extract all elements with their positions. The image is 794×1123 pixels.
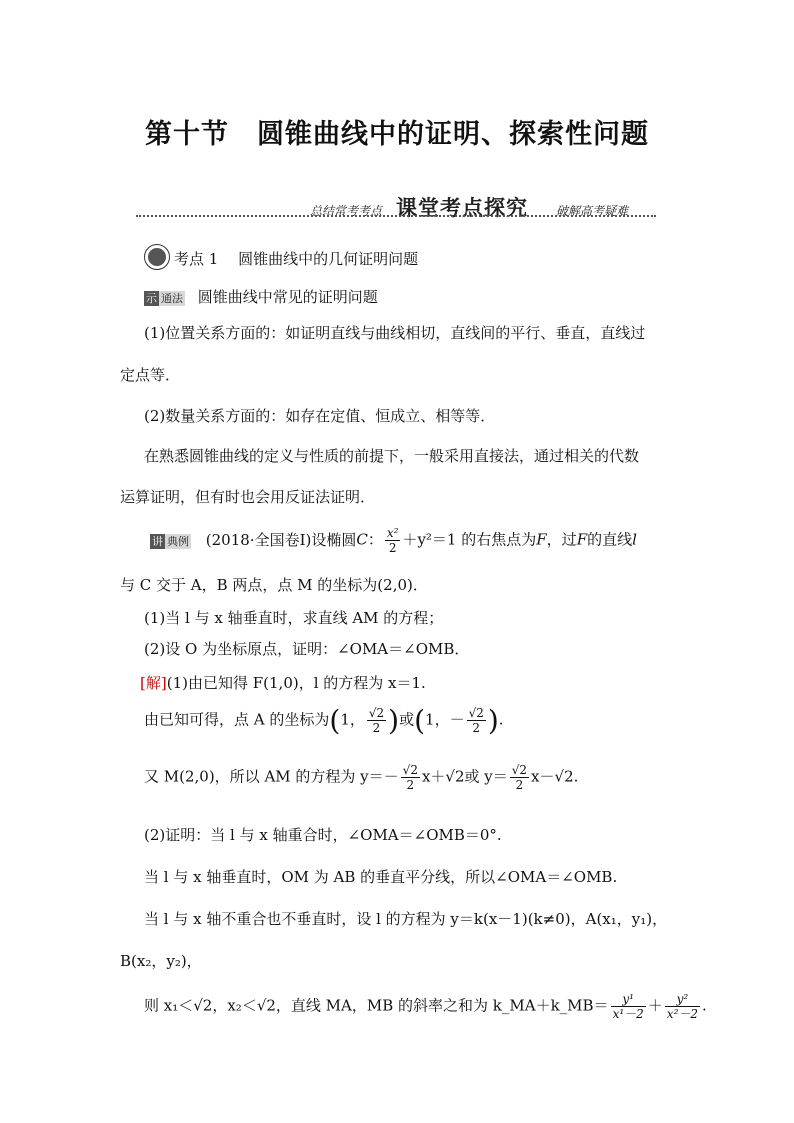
topic-text: 圆锥曲线中的几何证明问题 [238,250,419,268]
example-tag-light: 典例 [167,534,189,548]
example-line-1: 讲 典例 (2018·全国卷Ⅰ)设椭圆C： $\frac{\text{x²}}{2}$ ＋y²＝1 的右焦点为F，过F的直线l [152,526,637,555]
point-a-fraction-2: $\frac{√2}{2}$ [468,706,484,735]
method-title: 圆锥曲线中常见的证明问题 [197,288,378,306]
paragraph-1a: (1)位置关系方面的：如证明直线与曲线相切，直线间的平行、垂直，直线过 [144,324,646,342]
example-eq-rest: ＋y²＝1 的右焦点为 [402,530,537,549]
solution-s1: (1)由已知得 F(1,0)，l 的方程为 x＝1. [166,674,426,692]
page-title: 第十节 圆锥曲线中的证明、探索性问题 [145,119,649,150]
topic-circle-icon [144,244,170,270]
topic-heading [174,248,418,269]
question-2: (2)设 O 为坐标原点，证明：∠OMA＝∠OMB． [144,640,470,658]
example-colon: ： [367,530,383,549]
banner-right-text: 破解高考疑难 [556,204,629,218]
example-line-2: 与 C 交于 A，B 两点，点 M 的坐标为(2,0)． [120,576,428,594]
solution-line-6: 当 l 与 x 轴不重合也不垂直时，设 l 的方程为 y＝k(x－1)(k≠0)，A(x₁，y₁)， [144,910,668,928]
paragraph-2: (2)数量关系方面的：如存在定值、恒成立、相等等． [144,407,496,425]
am-fraction-1: $\frac{√2}{2}$ [402,763,418,792]
paragraph-3a: 在熟悉圆锥曲线的定义与性质的前提下，一般采用直接法，通过相关的代数 [144,447,640,465]
topic-label: 考点 1 [174,250,219,268]
method-heading [144,286,378,307]
solution-line-5: 当 l 与 x 轴垂直时，OM 为 AB 的垂直平分线，所以∠OMA＝∠OMB. [144,868,618,886]
paragraph-1b: 定点等． [120,366,181,384]
solution-line-7: B(x₂，y₂)， [120,952,202,970]
banner-divider [136,215,656,217]
example-c: C [356,530,368,549]
solution-line-2: 由已知可得，点 A 的坐标为(1， $\frac{√2}{2}$ )或(1，－ $\frac{√2}{2}$ ). [144,704,504,737]
banner-left-text: 总结常考考点 [310,204,383,218]
paragraph-3b: 运算证明，但有时也会用反证法证明． [120,488,376,506]
method-tag-light: 通法 [161,292,183,305]
example-source: (2018·全国卷Ⅰ)设椭圆 [205,530,357,549]
example-tag-dark: 讲 [152,534,163,548]
solution-line-1: [解](1)由已知得 F(1,0)，l 的方程为 x＝1. [140,674,426,692]
slope-fraction-2: $\frac{\text{y²}}{\text{x²－2}}$ [666,992,699,1021]
solution-line-3: 又 M(2,0)，所以 AM 的方程为 y＝－ $\frac{√2}{2}$ x＋√2或 y＝ $\frac{√2}{2}$ x－√2. [144,763,579,792]
slope-fraction-1: $\frac{\text{y¹}}{\text{x¹－2}}$ [612,992,644,1021]
am-fraction-2: $\frac{√2}{2}$ [511,763,528,792]
solution-line-8: 则 x₁＜√2，x₂＜√2，直线 MA，MB 的斜率之和为 k_MA＋k_MB＝ $\frac{\text{y¹}}{\text{x¹－2}}$ ＋ $\frac{\text{y²}}{\text{x²－2}}$ . [144,992,707,1021]
banner-center-text: 课堂考点探究 [396,196,528,220]
solution-label: 解 [145,674,161,692]
method-tag-dark: 示 [146,292,157,305]
solution-line-4: (2)证明：当 l 与 x 轴重合时，∠OMA＝∠OMB＝0°. [144,826,502,844]
ellipse-fraction: $\frac{\text{x²}}{2}$ [386,526,399,555]
point-a-fraction-1: $\frac{√2}{2}$ [368,706,385,735]
question-1: (1)当 l 与 x 轴垂直时，求直线 AM 的方程； [144,609,444,627]
